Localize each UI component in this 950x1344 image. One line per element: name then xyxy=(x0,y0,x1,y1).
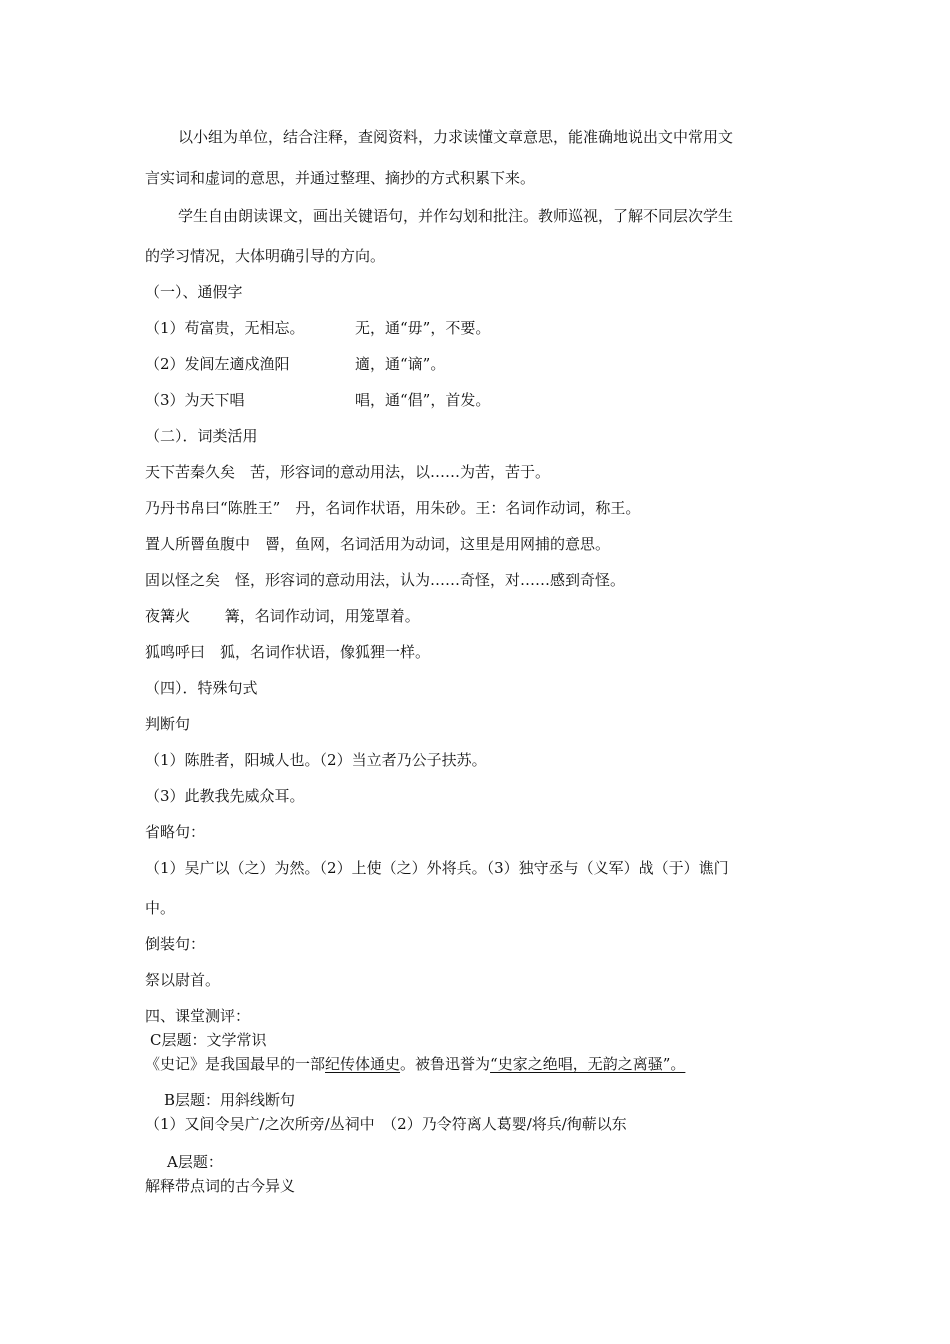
intro-paragraph-2-line-2: 的学习情况，大体明确引导的方向。 xyxy=(145,247,386,265)
shenglue-examples-1: （1）吴广以（之）为然。（2）上使（之）外将兵。（3）独守丞与（义军）战（于）谯门 xyxy=(145,859,729,877)
cilei-line: 固以怪之矣 怪，形容词的意动用法，认为……奇怪，对……感到奇怪。 xyxy=(145,571,626,589)
tongjiazi-item-note: 唱，通“倡”，首发。 xyxy=(355,391,491,409)
intro-paragraph-1-line-1: 以小组为单位，结合注释，查阅资料，力求读懂文章意思，能准确地说出文中常用文 xyxy=(178,128,734,146)
panduan-examples-1: （1）陈胜者，阳城人也。（2）当立者乃公子扶苏。 xyxy=(145,751,487,769)
shenglue-examples-2: 中。 xyxy=(145,899,176,917)
c-question-middle: 。被鲁迅誉为 xyxy=(400,1055,491,1073)
tongjiazi-item-note: 无，通“毋”，不要。 xyxy=(355,319,491,337)
c-level-question xyxy=(145,1054,685,1074)
a-level-label: A层题： xyxy=(167,1153,223,1171)
daozhuang-example: 祭以尉首。 xyxy=(145,971,221,989)
cilei-heading: （二）．词类活用 xyxy=(145,427,258,445)
tongjiazi-item xyxy=(145,390,845,410)
c-underlined-term-1: 纪传体通史 xyxy=(325,1055,401,1073)
cilei-line: 狐鸣呼曰 狐，名词作状语，像狐狸一样。 xyxy=(145,643,431,661)
cilei-line: 夜篝火 篝，名词作动词，用笼罩着。 xyxy=(145,607,420,625)
c-question-prefix: 《史记》是我国最早的一部 xyxy=(145,1055,326,1073)
c-underlined-term-2: “史家之绝唱，无韵之离骚”。 xyxy=(490,1055,686,1073)
tongjiazi-item-text: （3）为天下唱 xyxy=(145,391,245,409)
b-level-label: B层题：用斜线断句 xyxy=(164,1091,296,1109)
c-level-label: C层题：文学常识 xyxy=(150,1031,267,1049)
ceping-heading: 四、课堂测评： xyxy=(145,1007,251,1025)
tongjiazi-item-text: （2）发闾左適戍渔阳 xyxy=(145,355,290,373)
shenglue-label: 省略句： xyxy=(145,823,206,841)
teshu-heading: （四）．特殊句式 xyxy=(145,679,258,697)
tongjiazi-item xyxy=(145,318,845,338)
cilei-line: 天下苦秦久矣 苦，形容词的意动用法，以……为苦，苦于。 xyxy=(145,463,551,481)
panduan-examples-2: （3）此教我先威众耳。 xyxy=(145,787,305,805)
tongjiazi-item xyxy=(145,354,845,374)
tongjiazi-item-note: 適，通“谪”。 xyxy=(355,355,446,373)
a-level-question: 解释带点词的古今异义 xyxy=(145,1177,296,1195)
panduan-label: 判断句 xyxy=(145,715,191,733)
cilei-line: 置人所罾鱼腹中 罾，鱼网，名词活用为动词，这里是用网捕的意思。 xyxy=(145,535,611,553)
daozhuang-label: 倒装句： xyxy=(145,935,206,953)
cilei-line: 乃丹书帛曰“陈胜王” 丹，名词作状语，用朱砂。王：名词作动词，称王。 xyxy=(145,499,641,517)
intro-paragraph-1-line-2: 言实词和虚词的意思，并通过整理、摘抄的方式积累下来。 xyxy=(145,169,536,187)
tongjiazi-item-text: （1）苟富贵，无相忘。 xyxy=(145,319,305,337)
b-level-question: （1）又间令吴广/之次所旁/丛祠中 （2）乃令符离人葛婴/将兵/徇蕲以东 xyxy=(145,1115,627,1133)
intro-paragraph-2-line-1: 学生自由朗读课文，画出关键语句，并作勾划和批注。教师巡视，了解不同层次学生 xyxy=(178,207,734,225)
tongjiazi-heading: （一）、通假字 xyxy=(145,283,243,301)
